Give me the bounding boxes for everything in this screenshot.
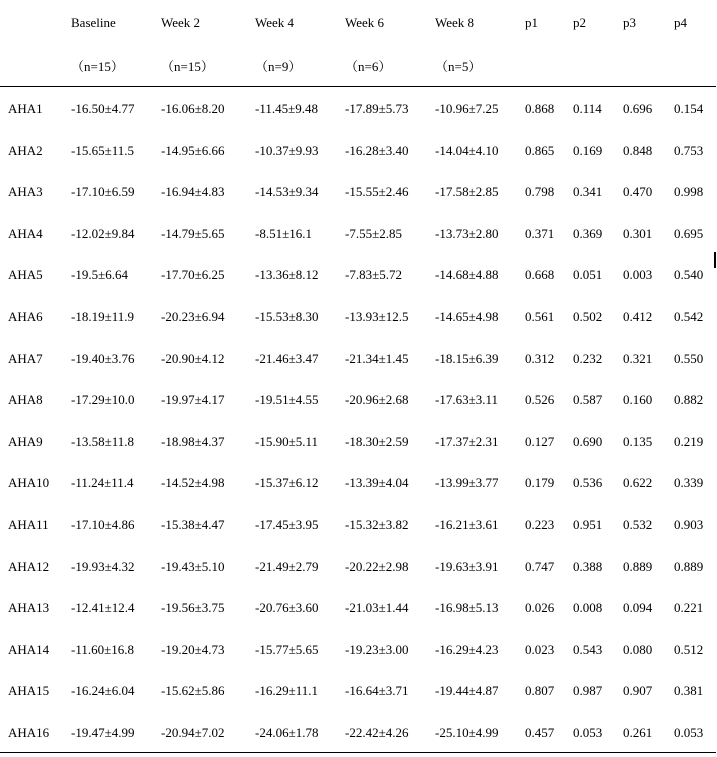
p1-value: 0.127 [525,433,555,449]
p3-value: 0.848 [623,142,653,158]
week-4-value: -17.45±3.95 [255,516,319,532]
week-8-value: -25.10±4.99 [435,724,499,740]
segment-label: AHA6 [8,308,43,324]
p1-value: 0.561 [525,308,555,324]
p1-value: 0.798 [525,184,555,200]
week-4-value: -14.53±9.34 [255,184,319,200]
baseline-value: -19.40±3.76 [71,350,135,366]
p3-value: 0.094 [623,600,653,616]
p4-value: 0.053 [674,724,704,740]
p3-value: 0.907 [623,683,653,699]
week-2-value: -19.43±5.10 [161,558,225,574]
p1-value: 0.312 [525,350,555,366]
p2-value: 0.388 [573,558,603,574]
p3-value: 0.622 [623,475,653,491]
baseline-value: -13.58±11.8 [71,433,134,449]
baseline-value: -19.47±4.99 [71,724,135,740]
p1-value: 0.223 [525,516,555,532]
p2-value: 0.232 [573,350,603,366]
p2-value: 0.051 [573,267,603,283]
segment-label: AHA13 [8,600,50,616]
p4-value: 0.753 [674,142,704,158]
p3-value: 0.889 [623,558,653,574]
week-6-value: -20.22±2.98 [345,558,409,574]
segment-label: AHA14 [8,641,50,657]
p1-value: 0.026 [525,600,555,616]
p1-value: 0.457 [525,724,555,740]
week-6-value: -19.23±3.00 [345,641,409,657]
p3-value: 0.532 [623,516,653,532]
p3-value: 0.003 [623,267,653,283]
p2-value: 0.502 [573,308,603,324]
week-6-value: -16.64±3.71 [345,683,409,699]
segment-label: AHA10 [8,475,50,491]
baseline-value: -11.60±16.8 [71,641,134,657]
week-8-value: -13.99±3.77 [435,475,499,491]
baseline-value: -11.24±11.4 [71,475,134,491]
week-4-value: -19.51±4.55 [255,392,319,408]
week-4-value: -16.29±11.1 [255,683,318,699]
week-6-value: -21.03±1.44 [345,600,409,616]
week-6-value: -18.30±2.59 [345,433,409,449]
p1-value: 0.865 [525,142,555,158]
week-4-value: -15.90±5.11 [255,433,318,449]
week-2-value: -15.38±4.47 [161,516,225,532]
segment-label: AHA1 [8,101,43,116]
p1-value: 0.023 [525,641,555,657]
subheader-week-6-n: （n=6） [345,59,392,74]
p4-value: 0.154 [674,101,704,116]
week-4-value: -24.06±1.78 [255,724,319,740]
week-2-value: -19.56±3.75 [161,600,225,616]
subheader-week-8-n: （n=5） [435,59,482,74]
table-row [0,87,716,129]
week-8-value: -13.73±2.80 [435,225,499,241]
p3-value: 0.135 [623,433,653,449]
baseline-value: -15.65±11.5 [71,142,134,158]
p1-value: 0.371 [525,225,555,241]
header-p4: p4 [674,15,687,30]
segment-label: AHA9 [8,433,43,449]
subheader-week-4-n: （n=9） [255,59,302,74]
baseline-value: -19.5±6.64 [71,267,128,283]
week-6-value: -16.28±3.40 [345,142,409,158]
week-6-value: -20.96±2.68 [345,392,409,408]
week-2-value: -15.62±5.86 [161,683,225,699]
week-2-value: -16.94±4.83 [161,184,225,200]
p3-value: 0.412 [623,308,653,324]
p4-value: 0.998 [674,184,704,200]
p4-value: 0.339 [674,475,704,491]
week-8-value: -10.96±7.25 [435,101,499,116]
week-2-value: -20.23±6.94 [161,308,225,324]
p4-value: 0.221 [674,600,704,616]
table-row [0,337,716,379]
week-2-value: -14.52±4.98 [161,475,225,491]
week-2-value: -20.90±4.12 [161,350,225,366]
baseline-value: -16.24±6.04 [71,683,135,699]
header-p3: p3 [623,15,636,30]
p3-value: 0.321 [623,350,653,366]
week-2-value: -19.97±4.17 [161,392,225,408]
p3-value: 0.160 [623,392,653,408]
week-4-value: -15.77±5.65 [255,641,319,657]
subheader-week-2-n: （n=15） [161,59,214,74]
p2-value: 0.587 [573,392,603,408]
week-8-value: -14.68±4.88 [435,267,499,283]
p4-value: 0.512 [674,641,704,657]
p2-value: 0.169 [573,142,603,158]
p2-value: 0.543 [573,641,603,657]
table-row [0,461,716,503]
segment-label: AHA11 [8,516,49,532]
p1-value: 0.807 [525,683,555,699]
week-6-value: -15.32±3.82 [345,516,409,532]
p4-value: 0.542 [674,308,704,324]
week-2-value: -14.95±6.66 [161,142,225,158]
header-baseline: Baseline [71,15,116,30]
p4-value: 0.695 [674,225,704,241]
week-6-value: -7.83±5.72 [345,267,402,283]
header-week-6: Week 6 [345,15,385,30]
p2-value: 0.008 [573,600,603,616]
p3-value: 0.261 [623,724,653,740]
week-8-value: -17.37±2.31 [435,433,499,449]
p2-value: 0.987 [573,683,603,699]
segment-label: AHA5 [8,267,43,283]
segment-label: AHA4 [8,225,43,241]
week-6-value: -17.89±5.73 [345,101,409,116]
baseline-value: -17.10±6.59 [71,184,135,200]
table-row [0,586,716,628]
segment-label: AHA3 [8,184,43,200]
baseline-value: -19.93±4.32 [71,558,135,574]
subheader-baseline-n: （n=15） [71,59,124,74]
p3-value: 0.301 [623,225,653,241]
week-8-value: -19.63±3.91 [435,558,499,574]
p2-value: 0.536 [573,475,603,491]
p1-value: 0.179 [525,475,555,491]
p4-value: 0.550 [674,350,704,366]
week-4-value: -8.51±16.1 [255,225,312,241]
p2-value: 0.369 [573,225,603,241]
p2-value: 0.114 [573,101,602,116]
table-row [0,711,716,753]
week-6-value: -22.42±4.26 [345,724,409,740]
header-week-4: Week 4 [255,15,295,30]
table-row [0,170,716,212]
week-6-value: -21.34±1.45 [345,350,409,366]
week-4-value: -21.49±2.79 [255,558,319,574]
baseline-value: -17.29±10.0 [71,392,135,408]
week-4-value: -15.53±8.30 [255,308,319,324]
baseline-value: -17.10±4.86 [71,516,135,532]
table-body [0,87,716,753]
week-8-value: -14.65±4.98 [435,308,499,324]
p2-value: 0.341 [573,184,603,200]
week-8-value: -18.15±6.39 [435,350,499,366]
header-p1: p1 [525,15,538,30]
p3-value: 0.470 [623,184,653,200]
header-week-8: Week 8 [435,15,475,30]
week-2-value: -16.06±8.20 [161,101,225,116]
baseline-value: -18.19±11.9 [71,308,134,324]
p4-value: 0.903 [674,516,704,532]
table-row [0,669,716,711]
table-row [0,503,716,545]
p3-value: 0.696 [623,101,653,116]
table-row [0,212,716,254]
week-4-value: -10.37±9.93 [255,142,319,158]
table-row [0,545,716,587]
p4-value: 0.540 [674,267,704,283]
p1-value: 0.668 [525,267,555,283]
baseline-value: -12.02±9.84 [71,225,135,241]
p3-value: 0.080 [623,641,653,657]
table-bottom-rule [0,752,716,753]
segment-label: AHA16 [8,724,50,740]
baseline-value: -16.50±4.77 [71,101,135,116]
header-p2: p2 [573,15,586,30]
p1-value: 0.526 [525,392,555,408]
p4-value: 0.882 [674,392,704,408]
p4-value: 0.889 [674,558,704,574]
week-2-value: -19.20±4.73 [161,641,225,657]
week-8-value: -17.63±3.11 [435,392,498,408]
week-2-value: -14.79±5.65 [161,225,225,241]
week-4-value: -13.36±8.12 [255,267,319,283]
p2-value: 0.951 [573,516,603,532]
week-6-value: -15.55±2.46 [345,184,409,200]
table-row [0,253,716,295]
week-4-value: -21.46±3.47 [255,350,319,366]
week-4-value: -15.37±6.12 [255,475,319,491]
week-6-value: -13.39±4.04 [345,475,409,491]
scroll-marker [714,252,716,268]
segment-label: AHA7 [8,350,43,366]
week-8-value: -16.98±5.13 [435,600,499,616]
week-8-value: -17.58±2.85 [435,184,499,200]
week-2-value: -18.98±4.37 [161,433,225,449]
week-6-value: -13.93±12.5 [345,308,409,324]
p2-value: 0.690 [573,433,603,449]
table-row [0,420,716,462]
week-4-value: -20.76±3.60 [255,600,319,616]
table-row [0,628,716,670]
table-row [0,378,716,420]
table-row [0,129,716,171]
p2-value: 0.053 [573,724,603,740]
table-header [0,0,716,87]
segment-label: AHA15 [8,683,50,699]
segment-label: AHA8 [8,392,43,408]
p1-value: 0.747 [525,558,555,574]
week-8-value: -16.21±3.61 [435,516,499,532]
baseline-value: -12.41±12.4 [71,600,135,616]
segment-label: AHA12 [8,558,50,574]
week-6-value: -7.55±2.85 [345,225,402,241]
week-8-value: -19.44±4.87 [435,683,499,699]
table-row [0,295,716,337]
header-week-2: Week 2 [161,15,201,30]
week-4-value: -11.45±9.48 [255,101,318,116]
p4-value: 0.381 [674,683,704,699]
p4-value: 0.219 [674,433,704,449]
week-2-value: -17.70±6.25 [161,267,225,283]
week-8-value: -16.29±4.23 [435,641,499,657]
segment-label: AHA2 [8,142,43,158]
p1-value: 0.868 [525,101,555,116]
week-2-value: -20.94±7.02 [161,724,225,740]
week-8-value: -14.04±4.10 [435,142,499,158]
